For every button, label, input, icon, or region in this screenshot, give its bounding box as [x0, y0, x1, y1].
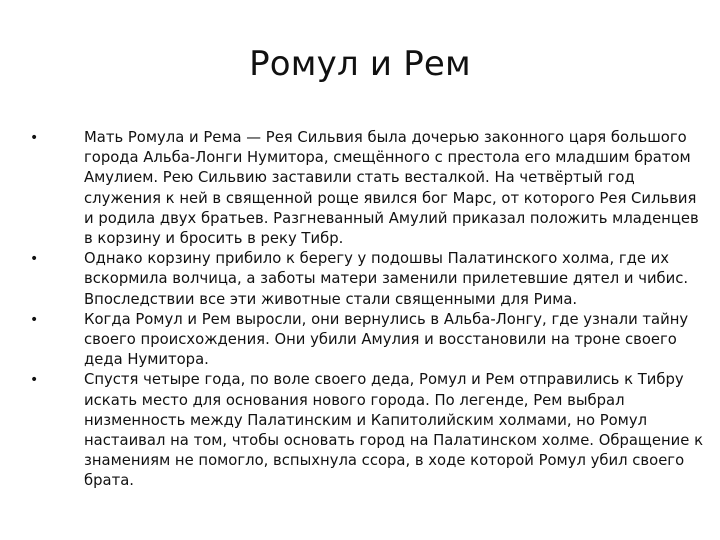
bullet-icon: • [30, 251, 39, 268]
slide-title: Ромул и Рем [249, 44, 471, 84]
list-item [30, 249, 706, 310]
list-item [30, 128, 706, 249]
bullet-list [30, 128, 706, 492]
list-item [30, 370, 706, 491]
bullet-icon: • [30, 372, 39, 389]
bullet-icon: • [30, 311, 39, 328]
bullet-icon: • [30, 130, 39, 146]
bullet-text: Однако корзину прибило к берегу у подошвы Палатинского холма, где их вскормила волчица, а заботы матери заменили прилетевшие дятел и чибис. Впоследствии все эти животные стали священными для Рима. [84, 250, 689, 308]
bullet-text: Мать Ромула и Рема — Рея Сильвия была дочерью законного царя большого города Альба-Лонги Нумитора, смещённого с престола его младшим братом Амулием. Рею Сильвию заставили стать весталкой. На четвёртый год служения к ней в священной роще явился бог Марс, от которого Рея Сильвия и родила двух братьев. Разгневанный Амулий приказал положить младенцев в корзину и бросить в реку Тибр. [84, 129, 699, 248]
list-item [30, 310, 706, 371]
bullet-text: Когда Ромул и Рем выросли, они вернулись в Альба-Лонгу, где узнали тайну своего происхождения. Они убили Амулия и восстановили на троне своего деда Нумитора. [84, 310, 689, 369]
bullet-text: Спустя четыре года, по воле своего деда, Ромул и Рем отправились к Тибру искать место для основания нового города. По легенде, Рем выбрал низменность между Палатинским и Капитолийским холмами, но Ромул настаивал на том, чтобы основать город на Палатинском холме. Обращение к знамениям не помогло, вспыхнула ссора, в ходе которой Ромул убил своего брата. [84, 371, 704, 490]
